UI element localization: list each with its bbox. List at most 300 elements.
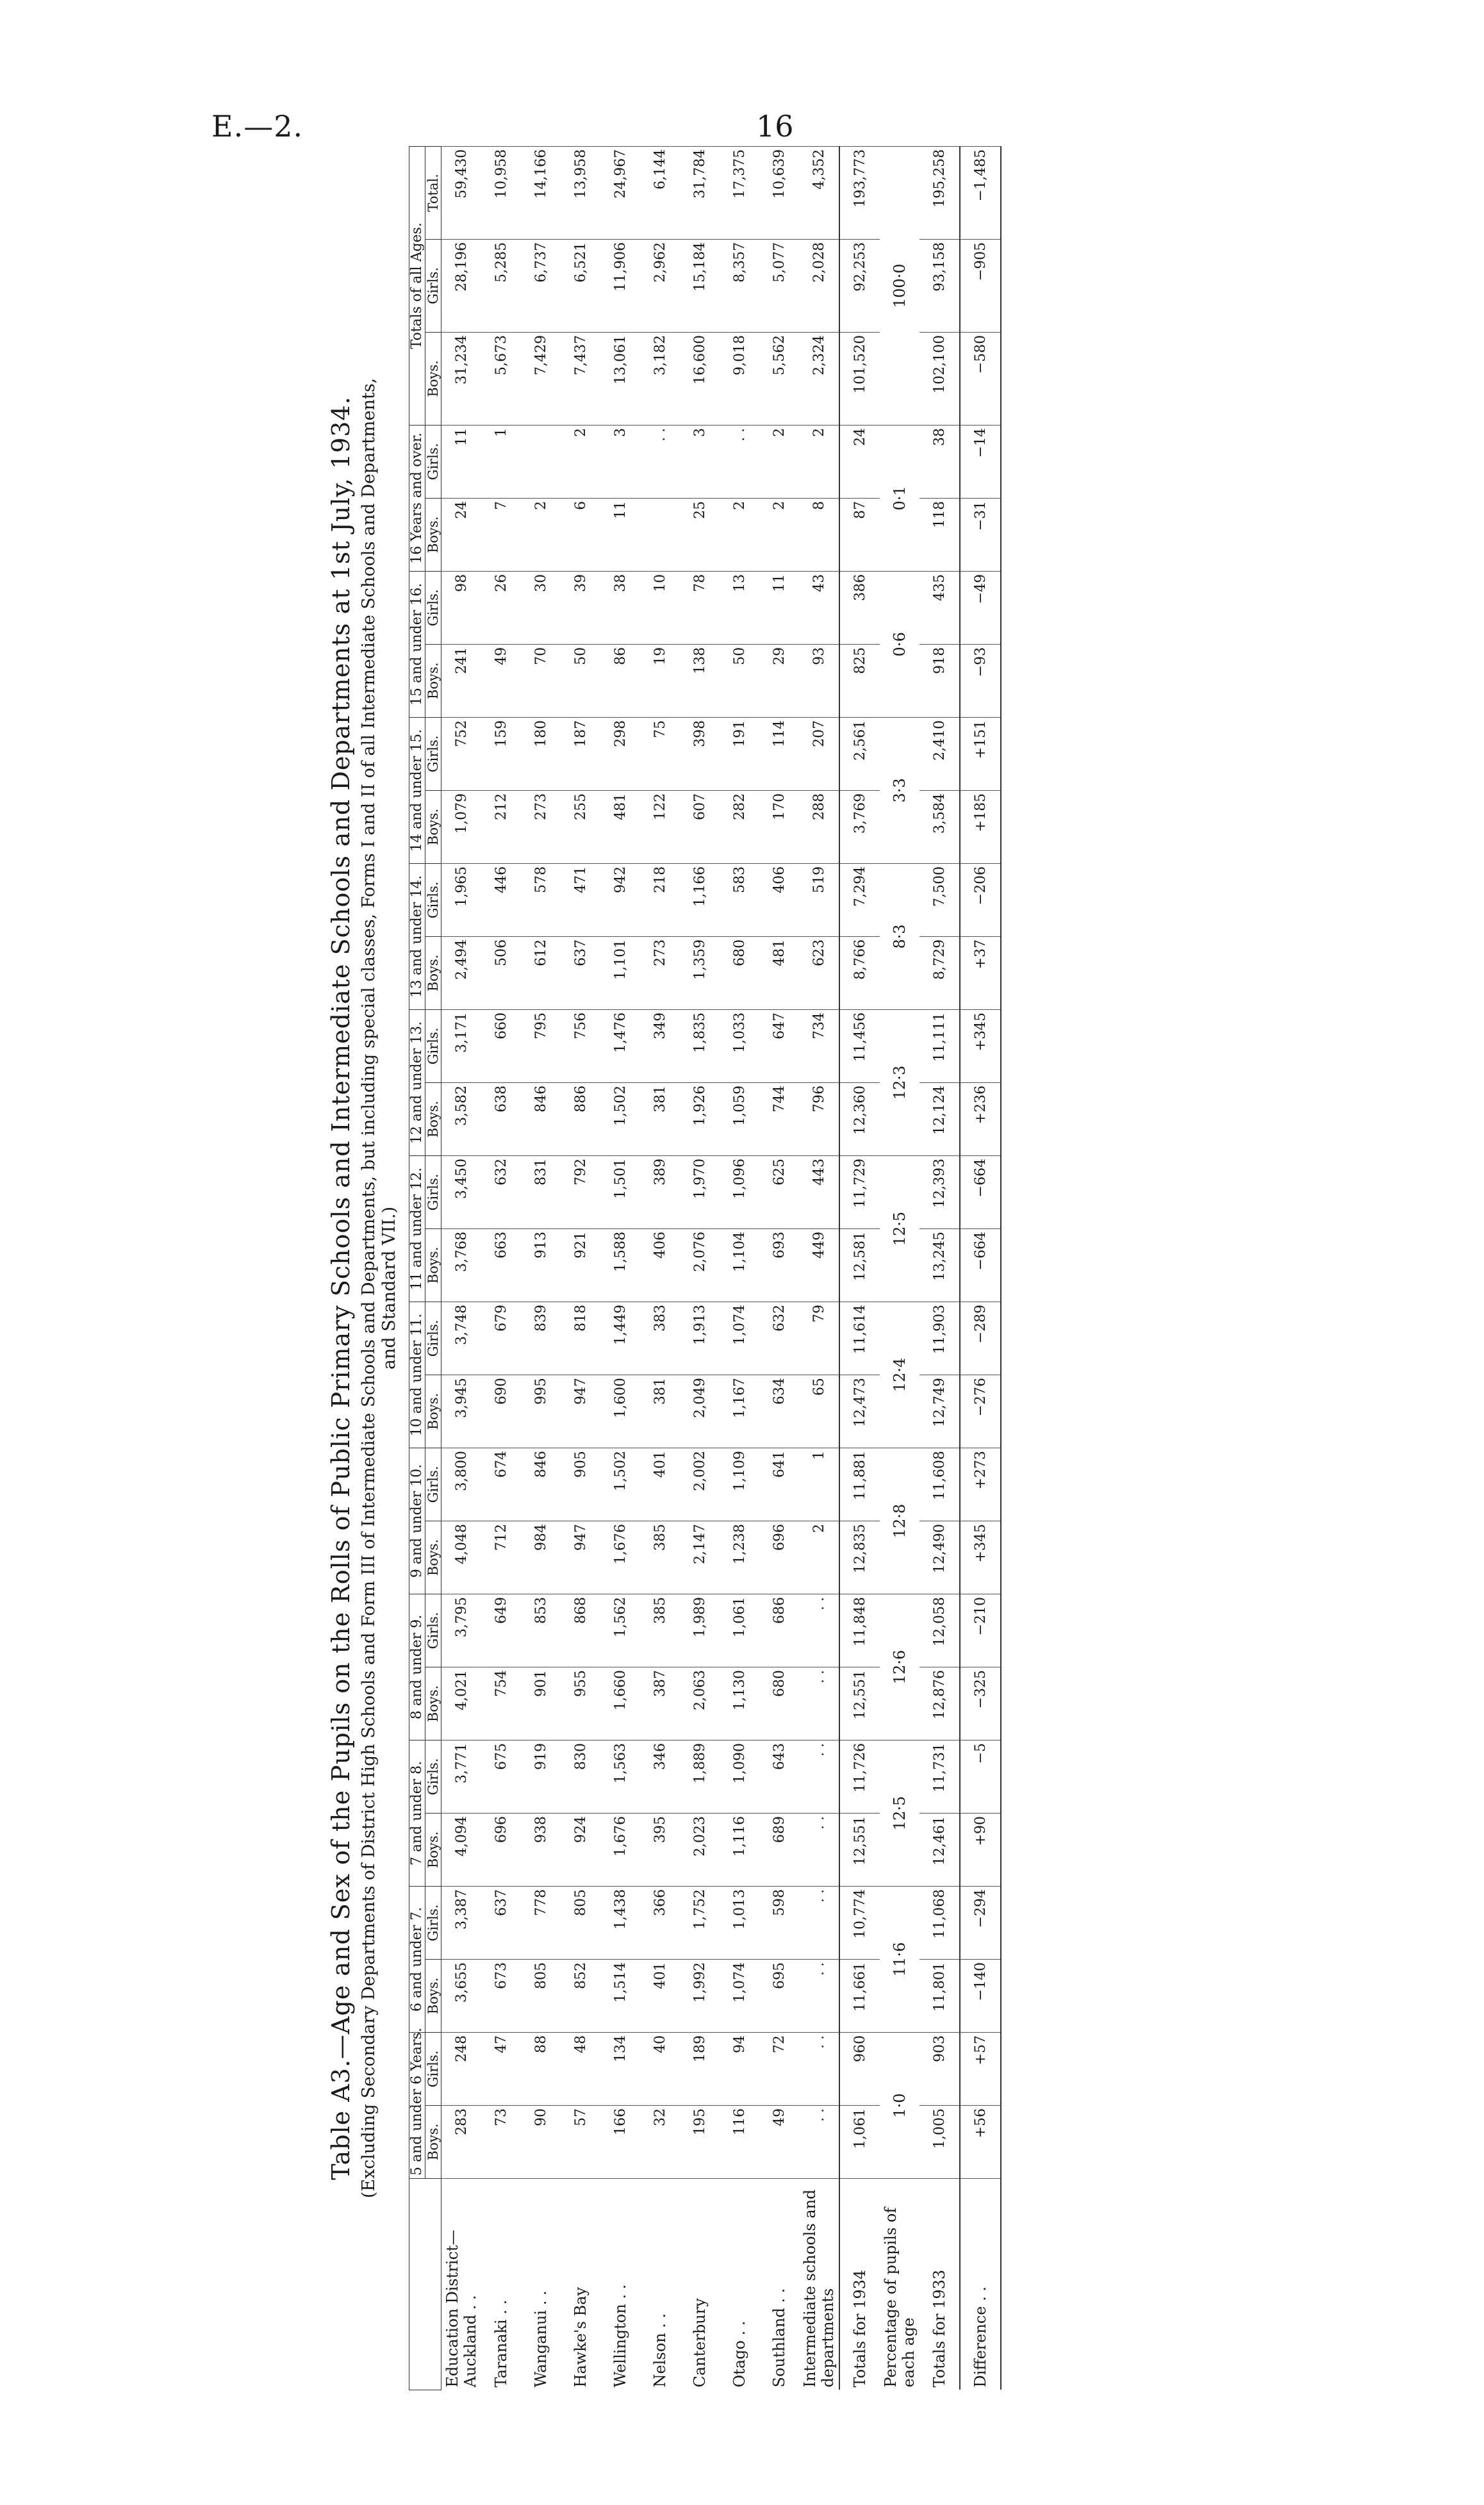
row-label: Totals for 1933 xyxy=(919,2179,960,2390)
value-cell: 6,521 xyxy=(561,239,600,332)
age-group-header: 12 and under 13. xyxy=(409,1009,425,1155)
value-cell: 9,018 xyxy=(720,332,759,425)
value-cell: 690 xyxy=(481,1375,521,1448)
value-cell: 12,058 xyxy=(919,1594,960,1667)
value-cell: 366 xyxy=(640,1886,680,1959)
value-cell: 70 xyxy=(521,644,561,717)
value-cell: 3,748 xyxy=(441,1302,482,1375)
value-cell: +345 xyxy=(960,1521,1001,1594)
value-cell: 387 xyxy=(640,1667,680,1740)
percentage-cell: 12·4 xyxy=(880,1302,919,1448)
value-cell: 241 xyxy=(441,644,482,717)
value-cell: 12,473 xyxy=(839,1375,880,1448)
value-cell: 98 xyxy=(441,571,482,644)
value-cell: 919 xyxy=(521,1740,561,1813)
value-cell: 383 xyxy=(640,1302,680,1375)
age-group-header: 11 and under 12. xyxy=(409,1155,425,1302)
value-cell: 2 xyxy=(759,425,799,498)
value-cell: 29 xyxy=(759,644,799,717)
value-cell: 905 xyxy=(561,1448,600,1521)
value-cell: 12,551 xyxy=(839,1667,880,1740)
value-cell: 612 xyxy=(521,936,561,1009)
value-cell: 212 xyxy=(481,790,521,863)
age-group-header: 10 and under 11. xyxy=(409,1302,425,1448)
value-cell: 102,100 xyxy=(919,332,960,425)
value-cell: 40 xyxy=(640,2033,680,2106)
value-cell: 942 xyxy=(600,863,640,936)
value-cell: 381 xyxy=(640,1082,680,1155)
value-cell: 389 xyxy=(640,1155,680,1228)
boys-header: Boys. xyxy=(425,936,441,1009)
value-cell: 13,245 xyxy=(919,1228,960,1302)
value-cell: 2,324 xyxy=(799,332,839,425)
value-cell: 778 xyxy=(521,1886,561,1959)
value-cell: 3,768 xyxy=(441,1228,482,1302)
value-cell: 406 xyxy=(640,1228,680,1302)
value-cell: 2,049 xyxy=(680,1375,720,1448)
value-cell: 13,061 xyxy=(600,332,640,425)
value-cell: 298 xyxy=(600,717,640,790)
value-cell: 2 xyxy=(720,498,759,571)
value-cell: 283 xyxy=(441,2106,482,2179)
value-cell: 90 xyxy=(521,2106,561,2179)
value-cell: 846 xyxy=(521,1448,561,1521)
value-cell: 1,913 xyxy=(680,1302,720,1375)
value-cell: 12,360 xyxy=(839,1082,880,1155)
value-cell: 4,021 xyxy=(441,1667,482,1740)
value-cell: 519 xyxy=(799,863,839,936)
value-cell: 401 xyxy=(640,1448,680,1521)
value-cell: . . xyxy=(720,425,759,498)
age-group-header: 9 and under 10. xyxy=(409,1448,425,1594)
value-cell: 449 xyxy=(799,1228,839,1302)
value-cell: 1,563 xyxy=(600,1740,640,1813)
value-cell: 10,958 xyxy=(481,146,521,239)
total-total-header: Total. xyxy=(425,146,441,239)
girls-header: Girls. xyxy=(425,425,441,498)
value-cell: 191 xyxy=(720,717,759,790)
value-cell: 195 xyxy=(680,2106,720,2179)
value-cell: −14 xyxy=(960,425,1001,498)
table-row xyxy=(960,146,1001,2390)
value-cell: 3,387 xyxy=(441,1886,482,1959)
value-cell: . . xyxy=(799,2033,839,2106)
value-cell: 346 xyxy=(640,1740,680,1813)
value-cell: +37 xyxy=(960,936,1001,1009)
value-cell: 913 xyxy=(521,1228,561,1302)
value-cell: 756 xyxy=(561,1009,600,1082)
girls-header: Girls. xyxy=(425,1155,441,1228)
value-cell: 1 xyxy=(481,425,521,498)
value-cell: 49 xyxy=(759,2106,799,2179)
percentage-cell: 12·3 xyxy=(880,1009,919,1155)
value-cell: 1,600 xyxy=(600,1375,640,1448)
value-cell: 11,801 xyxy=(919,1960,960,2033)
value-cell: 3,800 xyxy=(441,1448,482,1521)
value-cell: +236 xyxy=(960,1082,1001,1155)
value-cell: 385 xyxy=(640,1594,680,1667)
value-cell: 11,608 xyxy=(919,1448,960,1521)
value-cell: +56 xyxy=(960,2106,1001,2179)
value-cell: 578 xyxy=(521,863,561,936)
value-cell: 921 xyxy=(561,1228,600,1302)
value-cell: 1,074 xyxy=(720,1302,759,1375)
value-cell: 583 xyxy=(720,863,759,936)
percentage-cell: 8·3 xyxy=(880,863,919,1009)
value-cell: 3 xyxy=(680,425,720,498)
value-cell: 4,352 xyxy=(799,146,839,239)
value-cell: 79 xyxy=(799,1302,839,1375)
table-row xyxy=(600,146,640,2390)
value-cell: 24,967 xyxy=(600,146,640,239)
age-sex-table xyxy=(409,146,1002,2390)
table-row xyxy=(521,146,561,2390)
value-cell: 12,581 xyxy=(839,1228,880,1302)
table-row xyxy=(640,146,680,2390)
value-cell: 11,456 xyxy=(839,1009,880,1082)
value-cell: 75 xyxy=(640,717,680,790)
value-cell: 8,357 xyxy=(720,239,759,332)
value-cell: 1,502 xyxy=(600,1448,640,1521)
girls-header: Girls. xyxy=(425,1009,441,1082)
value-cell: 643 xyxy=(759,1740,799,1813)
value-cell: 924 xyxy=(561,1813,600,1886)
value-cell: 8,729 xyxy=(919,936,960,1009)
value-cell: 385 xyxy=(640,1521,680,1594)
value-cell: −664 xyxy=(960,1228,1001,1302)
value-cell: +273 xyxy=(960,1448,1001,1521)
value-cell: 1,676 xyxy=(600,1521,640,1594)
value-cell: 11 xyxy=(759,571,799,644)
value-cell: 686 xyxy=(759,1594,799,1667)
value-cell: 386 xyxy=(839,571,880,644)
value-cell: 3,771 xyxy=(441,1740,482,1813)
boys-header: Boys. xyxy=(425,498,441,571)
age-group-header: 16 Years and over. xyxy=(409,425,425,571)
value-cell: 248 xyxy=(441,2033,482,2106)
row-label: Intermediate schools and departments xyxy=(799,2179,839,2390)
value-cell: 886 xyxy=(561,1082,600,1155)
value-cell: 28,196 xyxy=(441,239,482,332)
value-cell: 16,600 xyxy=(680,332,720,425)
value-cell: 2 xyxy=(799,1521,839,1594)
value-cell: 24 xyxy=(839,425,880,498)
value-cell: 955 xyxy=(561,1667,600,1740)
age-group-header: 8 and under 9. xyxy=(409,1594,425,1740)
percentage-cell: 11·6 xyxy=(880,1886,919,2032)
value-cell: 92,253 xyxy=(839,239,880,332)
value-cell: 795 xyxy=(521,1009,561,1082)
value-cell: 960 xyxy=(839,2033,880,2106)
row-label: Canterbury xyxy=(680,2179,720,2390)
age-group-header: 14 and under 15. xyxy=(409,717,425,863)
value-cell: 401 xyxy=(640,1960,680,2033)
row-label: Hawke's Bay xyxy=(561,2179,600,2390)
value-cell: 632 xyxy=(759,1302,799,1375)
value-cell: 679 xyxy=(481,1302,521,1375)
value-cell: 1,090 xyxy=(720,1740,759,1813)
value-cell: −289 xyxy=(960,1302,1001,1375)
table-row xyxy=(720,146,759,2390)
value-cell: 6,737 xyxy=(521,239,561,332)
age-group-header: 13 and under 14. xyxy=(409,863,425,1009)
value-cell: 1,476 xyxy=(600,1009,640,1082)
value-cell: 938 xyxy=(521,1813,561,1886)
value-cell: 481 xyxy=(600,790,640,863)
value-cell: 674 xyxy=(481,1448,521,1521)
value-cell: 11,111 xyxy=(919,1009,960,1082)
value-cell: 1,238 xyxy=(720,1521,759,1594)
value-cell: . . xyxy=(799,1594,839,1667)
value-cell: 805 xyxy=(561,1886,600,1959)
table-row xyxy=(680,146,720,2390)
girls-header: Girls. xyxy=(425,863,441,936)
table-row xyxy=(441,146,482,2390)
value-cell: 187 xyxy=(561,717,600,790)
value-cell: 984 xyxy=(521,1521,561,1594)
value-cell: 1,109 xyxy=(720,1448,759,1521)
value-cell: 2,076 xyxy=(680,1228,720,1302)
percentage-cell: 12·5 xyxy=(880,1740,919,1886)
value-cell: 901 xyxy=(521,1667,561,1740)
value-cell: 2 xyxy=(521,498,561,571)
value-cell: 170 xyxy=(759,790,799,863)
value-cell: 138 xyxy=(680,644,720,717)
girls-total-header: Girls. xyxy=(425,239,441,332)
value-cell: 7 xyxy=(481,498,521,571)
value-cell: 680 xyxy=(720,936,759,1009)
value-cell: −905 xyxy=(960,239,1001,332)
value-cell: 4,048 xyxy=(441,1521,482,1594)
value-cell: −1,485 xyxy=(960,146,1001,239)
value-cell: 1,359 xyxy=(680,936,720,1009)
value-cell: 506 xyxy=(481,936,521,1009)
value-cell: . . xyxy=(799,1813,839,1886)
percentage-cell: 1·0 xyxy=(880,2033,919,2179)
value-cell: . . xyxy=(799,2106,839,2179)
value-cell: 122 xyxy=(640,790,680,863)
value-cell: 395 xyxy=(640,1813,680,1886)
value-cell: −206 xyxy=(960,863,1001,936)
value-cell: 1,502 xyxy=(600,1082,640,1155)
value-cell: 19 xyxy=(640,644,680,717)
value-cell: 1,033 xyxy=(720,1009,759,1082)
girls-header: Girls. xyxy=(425,1886,441,1959)
value-cell: 868 xyxy=(561,1594,600,1667)
value-cell: 1,013 xyxy=(720,1886,759,1959)
value-cell: 805 xyxy=(521,1960,561,2033)
value-cell: 839 xyxy=(521,1302,561,1375)
value-cell: 166 xyxy=(600,2106,640,2179)
value-cell: 734 xyxy=(799,1009,839,1082)
girls-header: Girls. xyxy=(425,571,441,644)
boys-header: Boys. xyxy=(425,1813,441,1886)
table-row xyxy=(481,146,521,2390)
row-label: Wellington . . xyxy=(600,2179,640,2390)
table-title: Table A3.—Age and Sex of the Pupils on the Rolls of Public Primary Schools and Intermediate Schools and Departments at 1st July, 1934. xyxy=(327,396,355,2180)
value-cell: 12,461 xyxy=(919,1813,960,1886)
percentage-cell: 0·1 xyxy=(880,425,919,571)
value-cell: 11,731 xyxy=(919,1740,960,1813)
table-subtitle xyxy=(359,147,400,2429)
value-cell: 1,074 xyxy=(720,1960,759,2033)
value-cell: 1,588 xyxy=(600,1228,640,1302)
value-cell: 218 xyxy=(640,863,680,936)
value-cell: 2,028 xyxy=(799,239,839,332)
value-cell: 2,962 xyxy=(640,239,680,332)
value-cell: 3,182 xyxy=(640,332,680,425)
table-row xyxy=(839,146,880,2390)
value-cell: 852 xyxy=(561,1960,600,2033)
value-cell: 180 xyxy=(521,717,561,790)
value-cell: 1,514 xyxy=(600,1960,640,2033)
value-cell: 50 xyxy=(720,644,759,717)
value-cell: 637 xyxy=(561,936,600,1009)
value-cell: 607 xyxy=(680,790,720,863)
value-cell: 1,752 xyxy=(680,1886,720,1959)
value-cell: 118 xyxy=(919,498,960,571)
value-cell: 31,784 xyxy=(680,146,720,239)
value-cell: 114 xyxy=(759,717,799,790)
value-cell: 398 xyxy=(680,717,720,790)
row-label: Education District— Auckland . . xyxy=(441,2179,482,2390)
value-cell: 435 xyxy=(919,571,960,644)
value-cell: 1,101 xyxy=(600,936,640,1009)
value-cell: −5 xyxy=(960,1740,1001,1813)
value-cell: 50 xyxy=(561,644,600,717)
value-cell: 38 xyxy=(600,571,640,644)
value-cell: 3,582 xyxy=(441,1082,482,1155)
value-cell: 1,096 xyxy=(720,1155,759,1228)
value-cell: 1,889 xyxy=(680,1740,720,1813)
value-cell: 1,167 xyxy=(720,1375,759,1448)
value-cell: 11,661 xyxy=(839,1960,880,2033)
boys-header: Boys. xyxy=(425,1521,441,1594)
age-group-header-row xyxy=(409,146,425,2390)
value-cell: 3,584 xyxy=(919,790,960,863)
value-cell: 638 xyxy=(481,1082,521,1155)
value-cell: 6,144 xyxy=(640,146,680,239)
value-cell: 712 xyxy=(481,1521,521,1594)
value-cell: 26 xyxy=(481,571,521,644)
value-cell: 846 xyxy=(521,1082,561,1155)
value-cell: −294 xyxy=(960,1886,1001,1959)
percentage-cell: 12·5 xyxy=(880,1155,919,1302)
value-cell: . . xyxy=(799,1667,839,1740)
value-cell: 1,061 xyxy=(839,2106,880,2179)
value-cell: 11,726 xyxy=(839,1740,880,1813)
value-cell: 947 xyxy=(561,1375,600,1448)
value-cell: 903 xyxy=(919,2033,960,2106)
value-cell: 11 xyxy=(441,425,482,498)
value-cell: 11,614 xyxy=(839,1302,880,1375)
age-group-header: 7 and under 8. xyxy=(409,1740,425,1886)
value-cell: 744 xyxy=(759,1082,799,1155)
boys-header: Boys. xyxy=(425,1667,441,1740)
value-cell: 49 xyxy=(481,644,521,717)
boys-header: Boys. xyxy=(425,2106,441,2179)
boys-header: Boys. xyxy=(425,790,441,863)
value-cell: 406 xyxy=(759,863,799,936)
value-cell: 634 xyxy=(759,1375,799,1448)
value-cell: 754 xyxy=(481,1667,521,1740)
value-cell: 1 xyxy=(799,1448,839,1521)
value-cell: 623 xyxy=(799,936,839,1009)
value-cell: 3,171 xyxy=(441,1009,482,1082)
value-cell: 30 xyxy=(521,571,561,644)
value-cell: 349 xyxy=(640,1009,680,1082)
value-cell: 443 xyxy=(799,1155,839,1228)
value-cell: 282 xyxy=(720,790,759,863)
value-cell: −140 xyxy=(960,1960,1001,2033)
document-ref: E.—2. xyxy=(211,109,304,144)
percentage-cell: 12·6 xyxy=(880,1594,919,1740)
value-cell: 695 xyxy=(759,1960,799,2033)
value-cell: 12,835 xyxy=(839,1521,880,1594)
value-cell: 15,184 xyxy=(680,239,720,332)
value-cell: 10 xyxy=(640,571,680,644)
value-cell: 159 xyxy=(481,717,521,790)
value-cell: 5,077 xyxy=(759,239,799,332)
value-cell: 87 xyxy=(839,498,880,571)
value-cell: 2,147 xyxy=(680,1521,720,1594)
table-row xyxy=(880,146,919,2390)
girls-header: Girls. xyxy=(425,717,441,790)
value-cell: 2,494 xyxy=(441,936,482,1009)
value-cell: 680 xyxy=(759,1667,799,1740)
value-cell: 947 xyxy=(561,1521,600,1594)
value-cell: −49 xyxy=(960,571,1001,644)
value-cell: 3,450 xyxy=(441,1155,482,1228)
value-cell: 660 xyxy=(481,1009,521,1082)
boys-header: Boys. xyxy=(425,1228,441,1302)
row-label: Taranaki . . xyxy=(481,2179,521,2390)
girls-header: Girls. xyxy=(425,2033,441,2106)
value-cell: 1,965 xyxy=(441,863,482,936)
value-cell: 273 xyxy=(640,936,680,1009)
value-cell: 625 xyxy=(759,1155,799,1228)
value-cell: 59,430 xyxy=(441,146,482,239)
value-cell: 663 xyxy=(481,1228,521,1302)
value-cell: 11,848 xyxy=(839,1594,880,1667)
value-cell: 796 xyxy=(799,1082,839,1155)
row-label: Percentage of pupils of each age xyxy=(880,2179,919,2390)
value-cell: 1,166 xyxy=(680,863,720,936)
value-cell: 1,059 xyxy=(720,1082,759,1155)
value-cell: 12,551 xyxy=(839,1813,880,1886)
value-cell: 7,294 xyxy=(839,863,880,936)
value-cell: +345 xyxy=(960,1009,1001,1082)
row-label-header xyxy=(409,2179,441,2390)
value-cell: 830 xyxy=(561,1740,600,1813)
value-cell: 637 xyxy=(481,1886,521,1959)
subtitle-line-2: and Standard VII.) xyxy=(379,1206,399,1370)
value-cell: 2,410 xyxy=(919,717,960,790)
value-cell: −664 xyxy=(960,1155,1001,1228)
value-cell: 5,562 xyxy=(759,332,799,425)
value-cell: 11,881 xyxy=(839,1448,880,1521)
table-row xyxy=(919,146,960,2390)
value-cell: 1,660 xyxy=(600,1667,640,1740)
value-cell: 831 xyxy=(521,1155,561,1228)
value-cell: 752 xyxy=(441,717,482,790)
table-row xyxy=(759,146,799,2390)
value-cell: 2,002 xyxy=(680,1448,720,1521)
girls-header: Girls. xyxy=(425,1302,441,1375)
totals-header: Totals of all Ages. xyxy=(409,146,425,425)
value-cell: 853 xyxy=(521,1594,561,1667)
value-cell: 11,729 xyxy=(839,1155,880,1228)
